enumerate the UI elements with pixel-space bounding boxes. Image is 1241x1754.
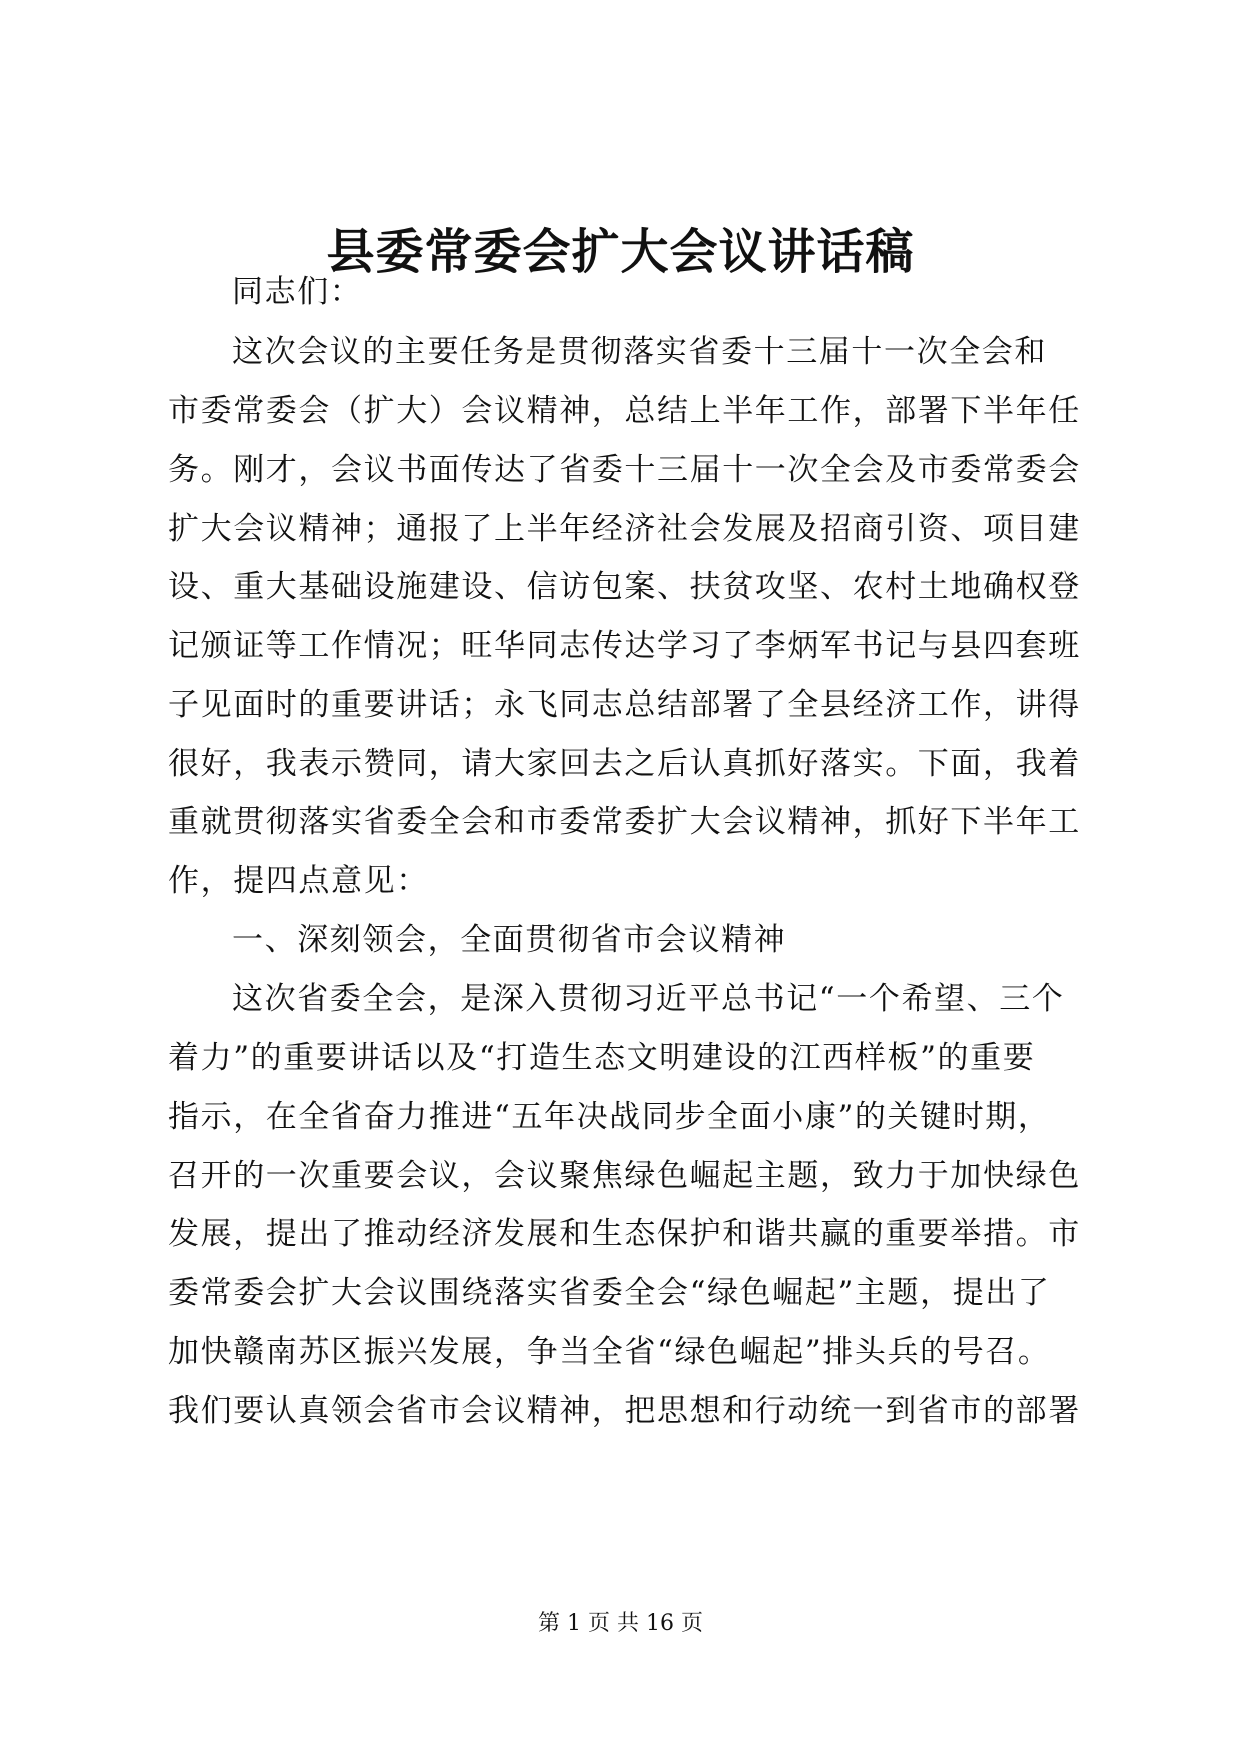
- paragraph-line: 扩大会议精神；通报了上半年经济社会发展及招商引资、项目建: [168, 511, 1081, 547]
- paragraph-line: 这次省委全会，是深入贯彻习近平总书记“一个希望、三个: [232, 981, 1065, 1017]
- paragraph-line: 务。刚才，会议书面传达了省委十三届十一次全会及市委常委会: [168, 452, 1081, 488]
- document-title: 县委常委会扩大会议讲话稿: [326, 224, 915, 280]
- paragraph-line: 很好，我表示赞同，请大家回去之后认真抓好落实。下面，我着: [168, 746, 1081, 782]
- paragraph-line: 加快赣南苏区振兴发展，争当全省“绿色崛起”排头兵的号召。: [168, 1334, 1051, 1370]
- paragraph-line: 作，提四点意见：: [168, 863, 429, 899]
- paragraph-line: 指示，在全省奋力推进“五年决战同步全面小康”的关键时期，: [168, 1099, 1051, 1135]
- paragraph-line: 市委常委会（扩大）会议精神，总结上半年工作，部署下半年任: [168, 393, 1081, 429]
- page-number: 第 1 页 共 16 页: [538, 1611, 703, 1636]
- greeting: 同志们：: [232, 274, 363, 310]
- paragraph-line: 记颁证等工作情况；旺华同志传达学习了李炳军书记与县四套班: [168, 628, 1081, 664]
- paragraph-line: 我们要认真领会省市会议精神，把思想和行动统一到省市的部署: [168, 1393, 1081, 1429]
- paragraph-line: 着力”的重要讲话以及“打造生态文明建设的江西样板”的重要: [168, 1040, 1036, 1076]
- paragraph-line: 召开的一次重要会议，会议聚焦绿色崛起主题，致力于加快绿色: [168, 1158, 1081, 1194]
- paragraph-line: 委常委会扩大会议围绕落实省委全会“绿色崛起”主题，提出了: [168, 1275, 1051, 1311]
- paragraph-line: 重就贯彻落实省委全会和市委常委扩大会议精神，抓好下半年工: [168, 804, 1081, 840]
- paragraph-line: 子见面时的重要讲话；永飞同志总结部署了全县经济工作，讲得: [168, 687, 1081, 723]
- section-heading: 一、深刻领会，全面贯彻省市会议精神: [232, 922, 787, 958]
- paragraph-line: 这次会议的主要任务是贯彻落实省委十三届十一次全会和: [232, 334, 1047, 370]
- paragraph-line: 设、重大基础设施建设、信访包案、扶贫攻坚、农村土地确权登: [168, 569, 1081, 605]
- paragraph-line: 发展，提出了推动经济发展和生态保护和谐共赢的重要举措。市: [168, 1216, 1081, 1252]
